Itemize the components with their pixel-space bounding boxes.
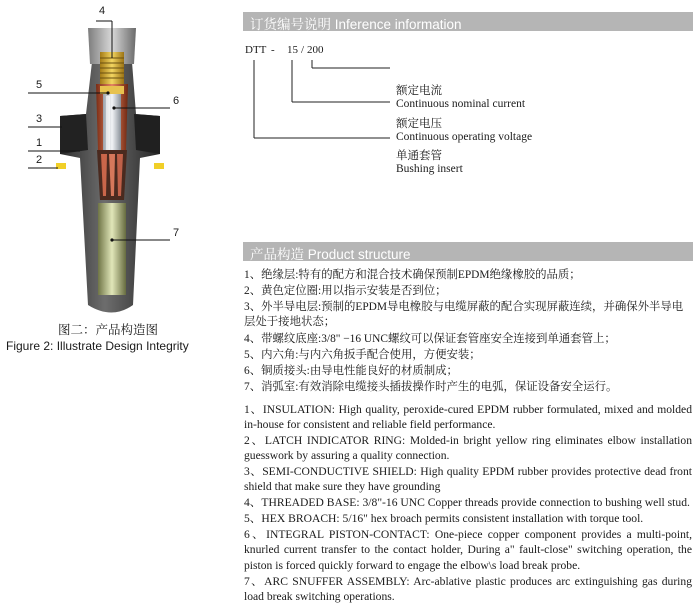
- ordering-row-zh: 单通套管: [396, 150, 442, 162]
- structure-item-zh: 3、外半导电层:预制的EPDM导电橡胶与电缆屏蔽的配合实现屏蔽连续，并确保外半导电层处于接地状态；: [244, 301, 684, 329]
- ordering-code-prefix: DTT: [245, 44, 267, 56]
- ordering-row-zh: 额定电压: [396, 118, 442, 130]
- callout-number: 4: [99, 5, 106, 17]
- structure-item-zh: 5、内六角:与内六角扳手配合使用，方便安装；: [244, 349, 481, 361]
- structure-item-zh: 6、铜质接头:由导电性能良好的材质制成；: [244, 365, 458, 377]
- ordering-code-slash: /: [301, 44, 305, 56]
- structure-item-en: 5、HEX BROACH: 5/16" hex broach permits consistent installation with torque tool.: [244, 512, 644, 525]
- callout-number: 3: [36, 113, 43, 125]
- figure-caption-en: Figure 2: Illustrate Design Integrity: [6, 339, 189, 353]
- ordering-row-en: Bushing insert: [396, 163, 463, 175]
- callout-number: 2: [36, 154, 43, 166]
- callout-number: 6: [173, 95, 180, 107]
- ordering-code-voltage: 15: [287, 44, 298, 56]
- structure-item-en: 7、ARC SNUFFER ASSEMBLY: Arc-ablative plastic produces arc extinguishing gas during load break switching operations.: [244, 575, 692, 604]
- structure-item-zh: 4、带螺纹底座:3/8" −16 UNC螺纹可以保证套管座安全连接到单通套管上；: [244, 333, 616, 345]
- ordering-header: 订货编号说明 Inference information: [250, 17, 462, 32]
- structure-item-zh: 2、黄色定位圈:用以指示安装是否到位；: [244, 285, 447, 297]
- ordering-code-current: 200: [307, 44, 324, 56]
- ordering-code-lines: [240, 40, 390, 180]
- callout-number: 1: [36, 137, 43, 149]
- ordering-header-bar: [243, 12, 693, 31]
- callout-number: 7: [173, 227, 180, 239]
- ordering-code-dash: -: [271, 44, 275, 56]
- structure-item-zh: 1、绝缘层:特有的配方和混合技术确保预制EPDM绝缘橡胶的品质；: [244, 269, 581, 281]
- arc-snuffer: [98, 203, 126, 295]
- structure-item-en: 3、SEMI-CONDUCTIVE SHIELD: High quality EPDM rubber provides protective dead front shield that make sure they have grounding: [244, 465, 692, 494]
- structure-item-en: 4、THREADED BASE: 3/8"-16 UNC Copper threads provide connection to bushing well stud.: [244, 496, 690, 509]
- callout-number: 5: [36, 79, 43, 91]
- hex-broach: [97, 150, 127, 200]
- piston-contact: [103, 94, 121, 152]
- ordering-row-en: Continuous operating voltage: [396, 131, 533, 143]
- structure-header-bar: [243, 242, 693, 261]
- structure-item-en: 6、INTEGRAL PISTON-CONTACT: One-piece copper component provides a multi-point, knurled current transfer to the contact holder, During a" fault-close" switching operation, the piston is forced quickly forward to engage the elbow\s load break probe.: [244, 528, 692, 572]
- structure-item-en: 2、LATCH INDICATOR RING: Molded-in bright yellow ring eliminates elbow installation guesswork by assuring a quality connection.: [244, 434, 692, 463]
- figure-caption-zh: 图二：产品构造图: [58, 323, 159, 337]
- structure-header: 产品构造 Product structure: [250, 247, 411, 262]
- structure-item-zh: 7、消弧室:有效消除电缆接头插拔操作时产生的电弧，保证设备安全运行。: [244, 381, 618, 393]
- bushing-insert-diagram: [0, 0, 240, 360]
- ordering-row-zh: 额定电流: [396, 85, 442, 97]
- ordering-row-en: Continuous nominal current: [396, 98, 526, 110]
- structure-item-en: 1、INSULATION: High quality, peroxide-cured EPDM rubber formulated, mixed and molded in-house for consistent and reliable field performance.: [244, 403, 692, 432]
